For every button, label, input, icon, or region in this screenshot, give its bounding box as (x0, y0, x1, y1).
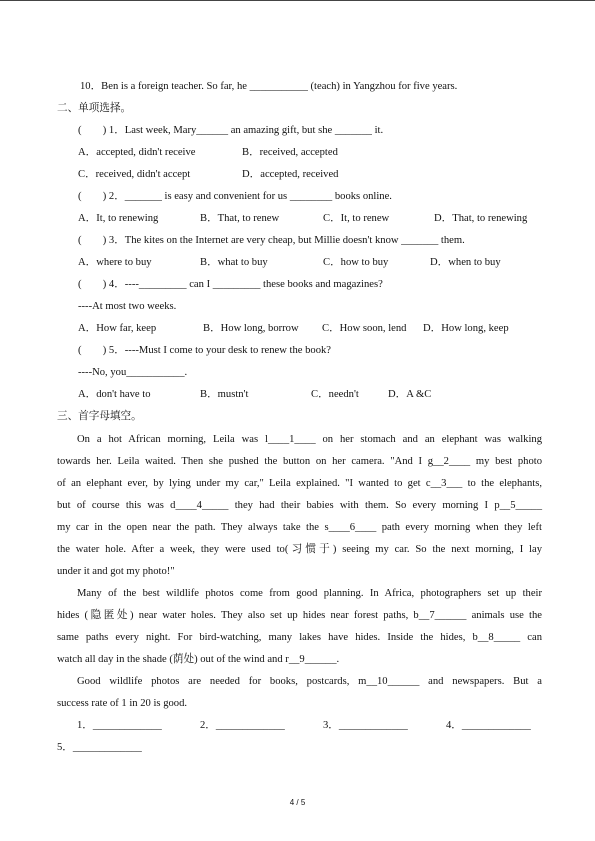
mc-2-stem: ( ) 2．_______ is easy and convenient for us ________ books online. (78, 191, 392, 202)
mc-4-reply: ----At most two weeks. (78, 301, 177, 312)
passage-line: On a hot African morning, Leila was l____1____ on her stomach and an elephant was walking (77, 434, 542, 445)
passage-line: Many of the best wildlife photos come from good planning. In Africa, photographers set up their (77, 588, 542, 599)
answer-blank-2[interactable]: 2．_____________ (200, 720, 285, 731)
passage-line: the water hole. After a week, they were used to(习惯于) seeing my car. So the next morning, I lay (57, 544, 542, 555)
section-2-title: 二、单项选择。 (57, 103, 132, 114)
question-10: 10．Ben is a foreign teacher. So far, he ___________ (teach) in Yangzhou for five years. (80, 81, 458, 92)
passage-line: hides (隐匿处) near water holes. They also set up hides near forest paths, b__7______ animals use the (57, 610, 542, 621)
mc-2-option-a[interactable]: A．It, to renewing (78, 213, 159, 224)
mc-2-option-c[interactable]: C．It, to renew (323, 213, 390, 224)
mc-3-option-c[interactable]: C．how to buy (323, 257, 389, 268)
mc-1-option-d[interactable]: D．accepted, received (242, 169, 339, 180)
mc-1-option-b[interactable]: B．received, accepted (242, 147, 338, 158)
passage-line: towards her. Leila waited. Then she pushed the button on her camera. "And I g__2____ my best photo (57, 456, 542, 467)
mc-4-option-c[interactable]: C．How soon, lend (322, 323, 407, 334)
mc-3-stem: ( ) 3．The kites on the Internet are very cheap, but Millie doesn't know _______ them. (78, 235, 465, 246)
passage-line: my car in the open near the path. They always take the s____6____ path every morning when they left (57, 522, 542, 533)
mc-1-option-a[interactable]: A．accepted, didn't receive (78, 147, 196, 158)
mc-3-option-a[interactable]: A．where to buy (78, 257, 152, 268)
answer-blank-4[interactable]: 4．_____________ (446, 720, 531, 731)
mc-4-stem: ( ) 4．----_________ can I _________ these books and magazines? (78, 279, 383, 290)
mc-5-option-a[interactable]: A．don't have to (78, 389, 151, 400)
mc-4-option-a[interactable]: A．How far, keep (78, 323, 157, 334)
passage-line: same paths every night. For bird-watching, many lakes have hides. Inside the hides, b__8_____ can (57, 632, 542, 643)
mc-2-option-d[interactable]: D．That, to renewing (434, 213, 528, 224)
header-rule (0, 0, 595, 1)
mc-2-option-b[interactable]: B．That, to renew (200, 213, 280, 224)
passage-line: success rate of 1 in 20 is good. (57, 698, 188, 709)
answer-blank-5[interactable]: 5．_____________ (57, 742, 142, 753)
page-number: 4 / 5 (289, 798, 306, 807)
mc-4-option-d[interactable]: D．How long, keep (423, 323, 509, 334)
passage-line: under it and got my photo!" (57, 566, 175, 577)
section-3-title: 三、首字母填空。 (57, 411, 142, 422)
mc-1-stem: ( ) 1．Last week, Mary______ an amazing gift, but she _______ it. (78, 125, 384, 136)
mc-3-option-b[interactable]: B．what to buy (200, 257, 268, 268)
mc-5-reply: ----No, you___________. (78, 367, 188, 378)
mc-5-option-b[interactable]: B．mustn't (200, 389, 249, 400)
mc-1-option-c[interactable]: C．received, didn't accept (78, 169, 191, 180)
mc-4-option-b[interactable]: B．How long, borrow (203, 323, 299, 334)
mc-5-option-c[interactable]: C．needn't (311, 389, 359, 400)
passage-line: watch all day in the shade (荫处) out of the wind and r__9______. (57, 654, 340, 665)
mc-3-option-d[interactable]: D．when to buy (430, 257, 501, 268)
mc-5-stem: ( ) 5．----Must I come to your desk to renew the book? (78, 345, 332, 356)
passage-line: of an elephant ever, by lying under my car," Leila explained. "I wanted to get c__3___ to the elephants, (57, 478, 542, 489)
mc-5-option-d[interactable]: D．A &C (388, 389, 432, 400)
passage-line: Good wildlife photos are needed for books, postcards, m__10______ and newspapers. But a (77, 676, 542, 687)
answer-blank-3[interactable]: 3．_____________ (323, 720, 408, 731)
answer-blank-1[interactable]: 1．_____________ (77, 720, 162, 731)
passage-line: but of course this was d____4_____ they had their babies with them. So every morning I p__5_____ (57, 500, 542, 511)
